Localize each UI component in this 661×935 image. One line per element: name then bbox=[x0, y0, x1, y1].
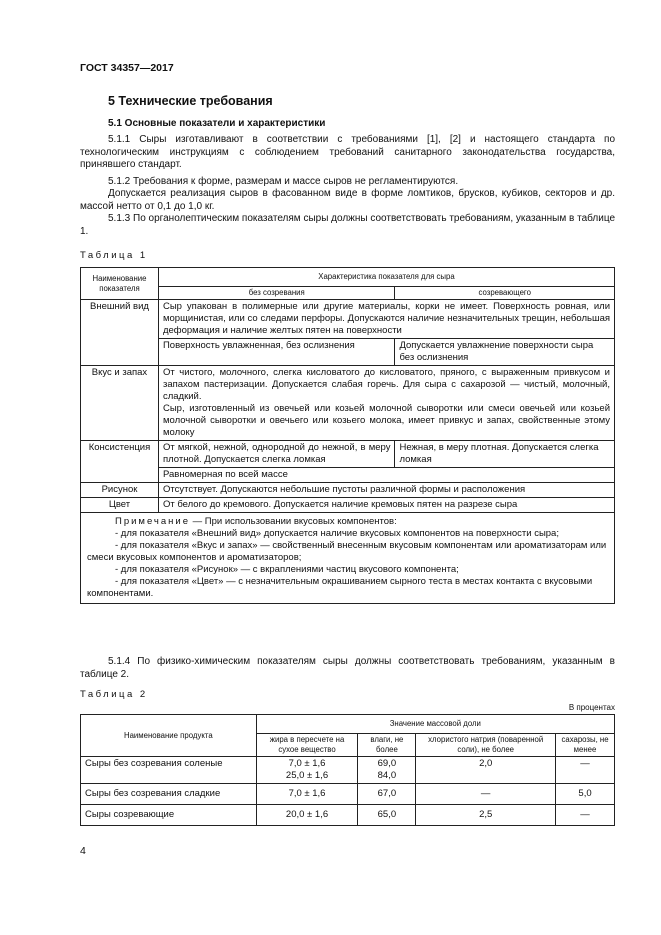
table1-header-b: созревающего bbox=[395, 287, 615, 300]
moisture-value bbox=[358, 757, 416, 784]
moisture-value: 65,0 bbox=[358, 805, 416, 826]
table2-unit: В процентах bbox=[568, 703, 615, 712]
physico-chemical-table bbox=[80, 714, 615, 826]
product-name: Сыры без созревания сладкие bbox=[81, 784, 257, 805]
moisture-value-1: 69,0 bbox=[377, 758, 397, 769]
page-number: 4 bbox=[80, 845, 86, 857]
table1-r3-name: Консистенция bbox=[81, 441, 159, 483]
salt-value: 2,5 bbox=[416, 805, 556, 826]
sugar-value: — bbox=[556, 757, 615, 784]
fat-value: 7,0 ± 1,6 bbox=[256, 784, 358, 805]
salt-value: 2,0 bbox=[416, 757, 556, 784]
paragraph-5-1-3: 5.1.3 По органолептическим показателям сыры должны соответствовать требованиям, указанным в таблице 1. bbox=[80, 213, 615, 237]
paragraph-5-1-2: 5.1.2 Требования к форме, размерам и массе сыров не регламентируются. bbox=[108, 176, 459, 187]
moisture-value-2: 84,0 bbox=[377, 770, 397, 781]
table1-r3-b: Нежная, в меру плотная. Допускается слегка ломкая bbox=[395, 441, 615, 468]
sugar-value: — bbox=[556, 805, 615, 826]
fat-value-2: 25,0 ± 1,6 bbox=[285, 770, 329, 781]
table1-caption: Таблица 1 bbox=[80, 250, 148, 261]
product-name: Сыры без созревания соленые bbox=[81, 757, 257, 784]
table1-r1-full: Сыр упакован в полимерные или другие материалы, корки не имеет. Поверхность ровная, или морщинистая, или со следами перфоры. Допускаются наличие незначительных трещин, небольшая деформация и наличие желтых пятен на поверхности bbox=[158, 300, 614, 339]
table1-note bbox=[81, 513, 615, 604]
note-label: Примечание bbox=[115, 516, 190, 527]
table2-header-name: Наименование продукта bbox=[81, 715, 257, 757]
table2-header-fat: жира в пересчете на сухое вещество bbox=[256, 734, 358, 757]
table1-r2-text-1: От чистого, молочного, слегка кисловатого до кисловатого, пряного, с выраженным привкусом и запахом пастеризации. Допускается слабая горечь. Для сыра с сахарозой — чистый, молочный, сладкий. bbox=[162, 367, 610, 402]
note-item-2: - для показателя «Вкус и запах» — свойственный внесенным вкусовым компонентам или ароматизаторам или смеси вкусовых компонентов и ароматизаторов; bbox=[87, 540, 607, 563]
subsection-title: 5.1 Основные показатели и характеристики bbox=[108, 118, 326, 129]
table-row bbox=[81, 757, 615, 784]
table1-header-a: без созревания bbox=[158, 287, 394, 300]
table2-header-group: Значение массовой доли bbox=[256, 715, 614, 734]
section-title: 5 Технические требования bbox=[108, 94, 273, 108]
sugar-value: 5,0 bbox=[556, 784, 615, 805]
moisture-value: 67,0 bbox=[358, 784, 416, 805]
table-row bbox=[81, 784, 615, 805]
table1-r4-full: Отсутствует. Допускаются небольшие пустоты различной формы и расположения bbox=[158, 483, 614, 498]
note-intro: — При использовании вкусовых компонентов: bbox=[190, 516, 397, 527]
table1-r2-text-2: Сыр, изготовленный из овечьей или козьей молочной сыворотки или смеси овечьей или козьей молочной сыворотки и овечьего или козьего молока, имеет привкус и запах, свойственные этому молоку bbox=[162, 403, 610, 438]
table1-r1-b: Допускается увлажнение поверхности сыра без ослизнения bbox=[395, 339, 615, 366]
salt-value: — bbox=[416, 784, 556, 805]
product-name: Сыры созревающие bbox=[81, 805, 257, 826]
note-item-1: - для показателя «Внешний вид» допускается наличие вкусовых компонентов на поверхности сыра; bbox=[115, 528, 559, 539]
table1-header-group: Характеристика показателя для сыра bbox=[158, 268, 614, 287]
table1-r2-full bbox=[158, 366, 614, 441]
fat-value-1: 7,0 ± 1,6 bbox=[288, 758, 326, 769]
table1-r2-name: Вкус и запах bbox=[81, 366, 159, 441]
table1-header-name: Наименование показателя bbox=[81, 268, 159, 300]
table2-caption: Таблица 2 bbox=[80, 689, 148, 700]
note-item-4: - для показателя «Цвет» — с незначительным окрашиванием сырного теста в местах контакта с вкусовыми компонентами. bbox=[87, 576, 593, 599]
paragraph-5-1-1: 5.1.1 Сыры изготавливают в соответствии с требованиями [1], [2] и настоящего стандарта по технологическим инструкциям с соблюдением требований санитарного законодательства государства, принявшего стандарт. bbox=[80, 134, 615, 170]
paragraph-5-1-2-b: Допускается реализация сыров в фасованном виде в форме ломтиков, брусков, кубиков, секторов и др. массой нетто от 0,1 до 1,0 кг. bbox=[80, 188, 615, 212]
table1-r3-full: Равномерная по всей массе bbox=[158, 468, 614, 483]
table1-r5-full: От белого до кремового. Допускается наличие кремовых пятен на разрезе сыра bbox=[158, 498, 614, 513]
table1-r3-a: От мягкой, нежной, однородной до нежной, в меру плотной. Допускается слегка ломкая bbox=[158, 441, 394, 468]
table1-r5-name: Цвет bbox=[81, 498, 159, 513]
fat-value: 20,0 ± 1,6 bbox=[256, 805, 358, 826]
note-item-3: - для показателя «Рисунок» — с вкраплениями частиц вкусового компонента; bbox=[115, 564, 459, 575]
table2-header-moisture: влаги, не более bbox=[358, 734, 416, 757]
table2-header-sugar: сахарозы, не менее bbox=[556, 734, 615, 757]
table1-r1-name: Внешний вид bbox=[81, 300, 159, 366]
table-row bbox=[81, 805, 615, 826]
document-header: ГОСТ 34357—2017 bbox=[80, 62, 174, 74]
organoleptic-table bbox=[80, 267, 615, 604]
fat-value bbox=[256, 757, 358, 784]
table2-header-salt: хлористого натрия (поваренной соли), не более bbox=[416, 734, 556, 757]
paragraph-5-1-4: 5.1.4 По физико-химическим показателям сыры должны соответствовать требованиям, указанным в таблице 2. bbox=[80, 656, 615, 680]
table1-r1-a: Поверхность увлажненная, без ослизнения bbox=[158, 339, 394, 366]
table1-r4-name: Рисунок bbox=[81, 483, 159, 498]
